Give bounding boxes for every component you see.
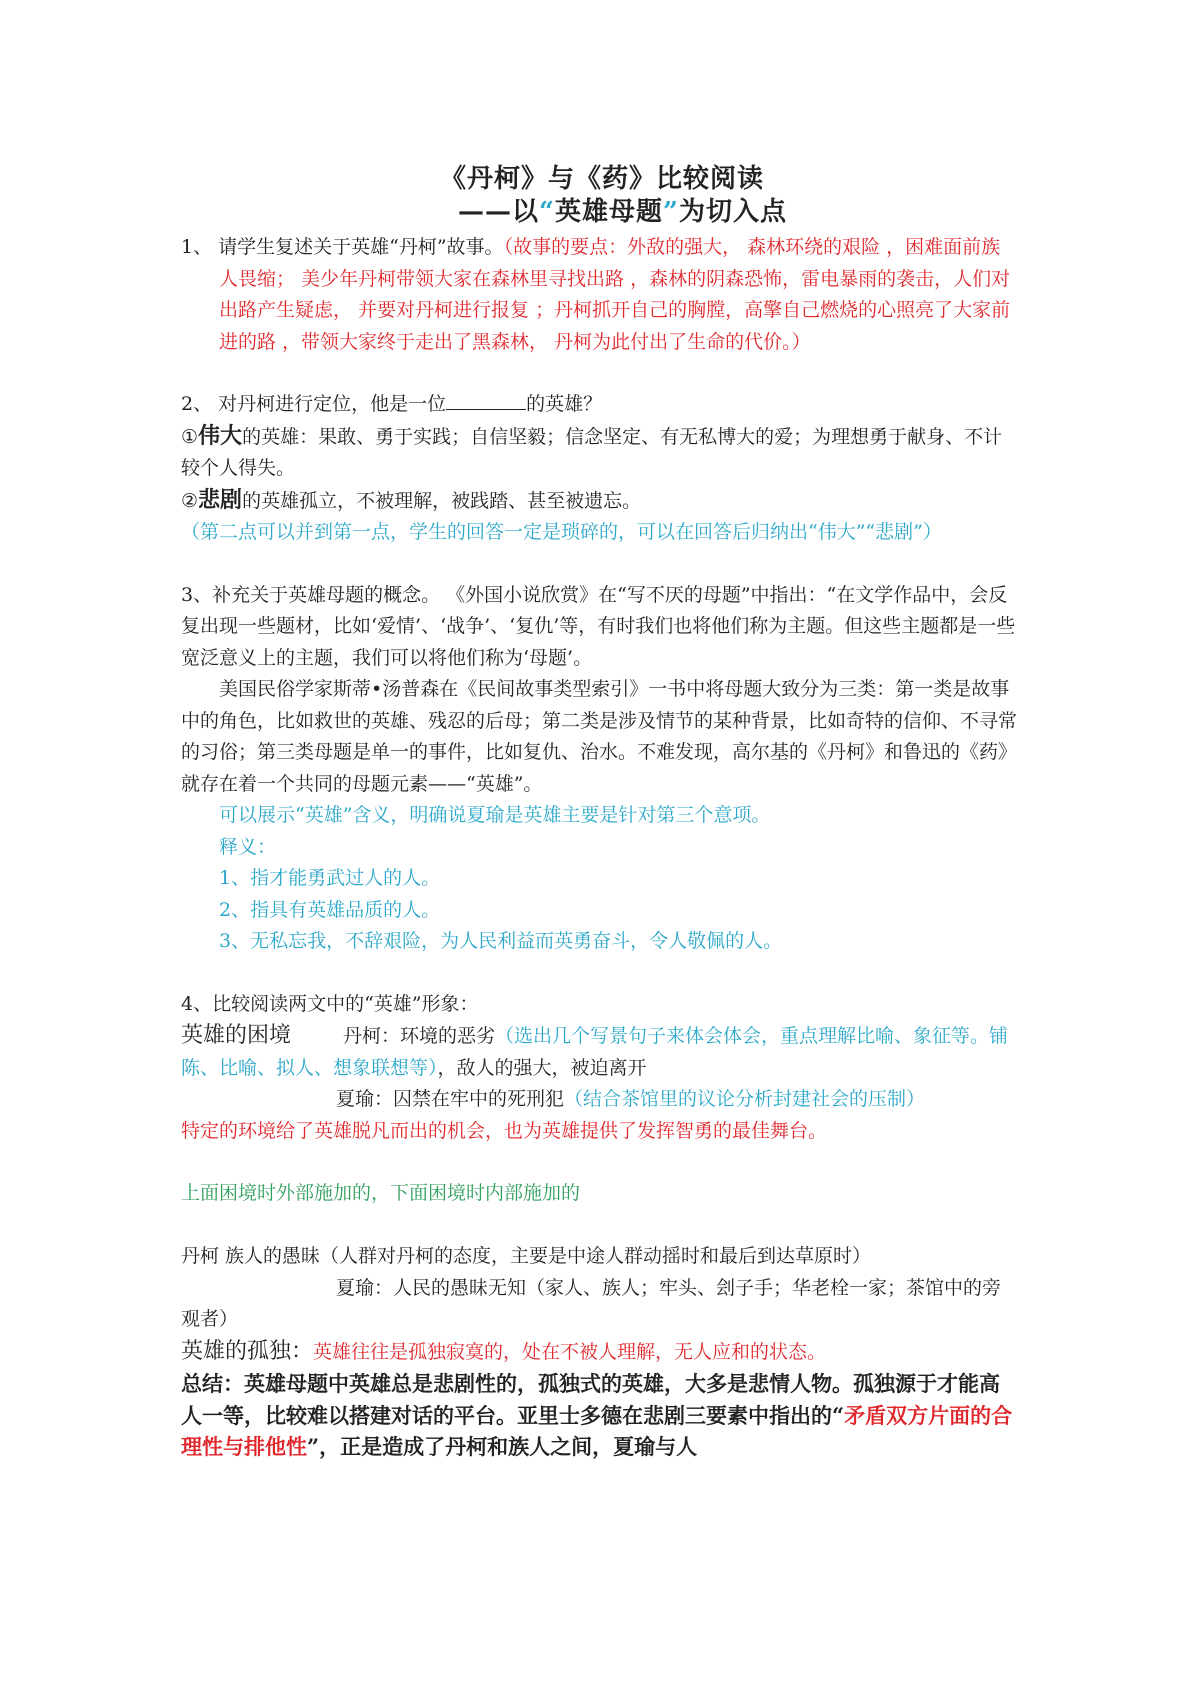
loneliness-line [181,1336,1019,1369]
point-1-number: ① [181,425,199,448]
xiayu-people-text: 夏瑜：人民的愚昧无知（家人、族人；牢头、刽子手；华老栓一家；茶馆中的旁观者） [181,1276,1002,1330]
plight-note: 上面困境时外部施加的，下面困境时内部施加的 [181,1182,581,1204]
plight-label: 英雄的困境 [181,1023,292,1048]
subtitle-keyword: 英雄母题 [554,197,663,227]
subtitle-quote-open: “ [539,197,555,227]
spacer [181,358,1019,389]
loneliness-text: 英雄往往是孤独寂寞的，处在不被人理解，无人应和的状态。 [313,1340,827,1363]
section-1-answer: （故事的要点：外敌的强大， 森林环绕的艰险 ，困难面前族人畏缩； 美少年丹柯带领大家在森林里寻找出路 ，森林的阴森恐怖，雷电暴雨的袭击，人们对出路产生疑虑， 并要对丹柯进行报复 ；丹柯抓开自己的胸膛，高擎自己燃烧的心照亮了大家前进的路 ，带领大家终于走出了黑森林， 丹柯为此付出了生命的代价。） [219,236,1011,353]
summary-text-b: ，正是造成了丹柯和族人之间，夏瑜与人 [319,1434,698,1459]
section-2-question [181,389,1019,421]
document-body [181,232,1019,1463]
dank-environment-note: （选出几个写景句子来体会体会，重点理解比喻、象征等。铺陈、比喻、拟人、想象联想等） [181,1025,1009,1079]
definition-item: 3、无私忘我，不辞艰险，为人民利益而英勇奋斗，令人敬佩的人。 [219,930,783,952]
dank-environment: 丹柯：环境的恶劣 [343,1025,496,1047]
section-4-heading: 4、比较阅读两文中的“英雄”形象： [181,992,479,1015]
point-2-text: 的英雄孤立，不被理解，被践踏、甚至被遗忘。 [242,489,642,512]
summary-text-a: 总结：英雄母题中英雄总是悲剧性的，孤独式的英雄，大多是悲情人物。孤独源于才能高人一等，比较难以搭建对话的平台。亚里士多德在悲剧三要素中指出的 [181,1371,1000,1428]
summary-highlight: 矛盾双方片面的合理性与排他性 [181,1402,1013,1459]
subtitle-rest: 为切入点 [678,197,787,227]
section-3-note: 可以展示“英雄”含义，明确说夏瑜是英雄主要是针对第三个意项。 [219,804,771,826]
summary-quote-open: “ [832,1402,845,1428]
point-1-keyword: 伟大 [198,422,243,449]
plight-dank [181,1020,1019,1084]
definition-item: 2、指具有英雄品质的人。 [219,898,441,921]
fill-in-blank [446,391,526,410]
loneliness-label: 英雄的孤独： [181,1338,314,1364]
section-2-note: （第二点可以并到第一点，学生的回答一定是琐碎的，可以在回答后归纳出“伟大”“悲剧”） [181,521,942,543]
dank-enemy: ，敌人的强大，被迫离开 [437,1056,647,1079]
subtitle-quote-close: ” [663,197,679,227]
definition-label: 释义： [219,835,277,858]
definition-item: 1、指才能勇武过人的人。 [219,867,441,889]
spacer [181,1147,1019,1178]
plight-conclusion: 特定的环境给了英雄脱凡而出的机会，也为英雄提供了发挥智勇的最佳舞台。 [181,1119,828,1142]
section-2-question-a: 2、 对丹柯进行定位，他是一位 [181,393,447,415]
point-1-text: 的英雄：果敢、勇于实践；自信坚毅；信念坚定、有无私博大的爱；为理想勇于献身、不计较个人得失。 [181,425,1003,479]
section-1-question: 1、 请学生复述关于英雄“丹柯”故事。 [181,236,504,258]
section-1 [181,232,1019,358]
subtitle-dash: ——以 [458,197,540,227]
xiayu-people-ignorance [181,1273,1019,1336]
spacer [181,958,1019,989]
xiayu-note: （结合茶馆里的议论分析封建社会的压制） [564,1088,926,1110]
section-3-paragraph-2: 美国民俗学家斯蒂•汤普森在《民间故事类型索引》一书中将母题大致分为三类：第一类是故事中的角色，比如救世的英雄、残忍的后母；第二类是涉及情节的某种背景，比如奇特的信仰、不寻常的习俗；第三类母题是单一的事件，比如复仇、治水。不难发现，高尔基的《丹柯》和鲁迅的《药》就存在着一个共同的母题元素——“英雄”。 [181,678,1018,795]
dank-people-text: 丹柯 族人的愚昧（人群对丹柯的态度，主要是中途人群动摇时和最后到达草原时） [181,1245,872,1267]
summary-quote-close: ” [307,1434,320,1459]
section-2-question-b: 的英雄？ [526,393,603,415]
dank-people-ignorance [181,1210,1019,1273]
summary-paragraph [181,1368,1019,1463]
xiayu-prisoner: 夏瑜：囚禁在牢中的死刑犯 [336,1088,565,1110]
spacer [181,549,1019,580]
section-2-point-1 [181,421,1019,485]
section-2-point-2 [181,485,1019,518]
document-title: 《丹柯》与《药》比较阅读 [440,164,765,194]
section-3-paragraph-1: 3、补充关于英雄母题的概念。 《外国小说欣赏》在“写不厌的母题”中指出：“在文学作品中，会反复出现一些题材，比如‘爱情’、‘战争’、‘复仇’等，有时我们也将他们称为主题。但这些主题都是一些宽泛意义上的主题，我们可以将他们称为‘母题’。 [181,583,1016,669]
plight-xiayu [181,1084,1019,1116]
document-subtitle [458,191,787,228]
point-2-keyword: 悲剧 [198,486,243,513]
point-2-number: ② [181,489,199,512]
